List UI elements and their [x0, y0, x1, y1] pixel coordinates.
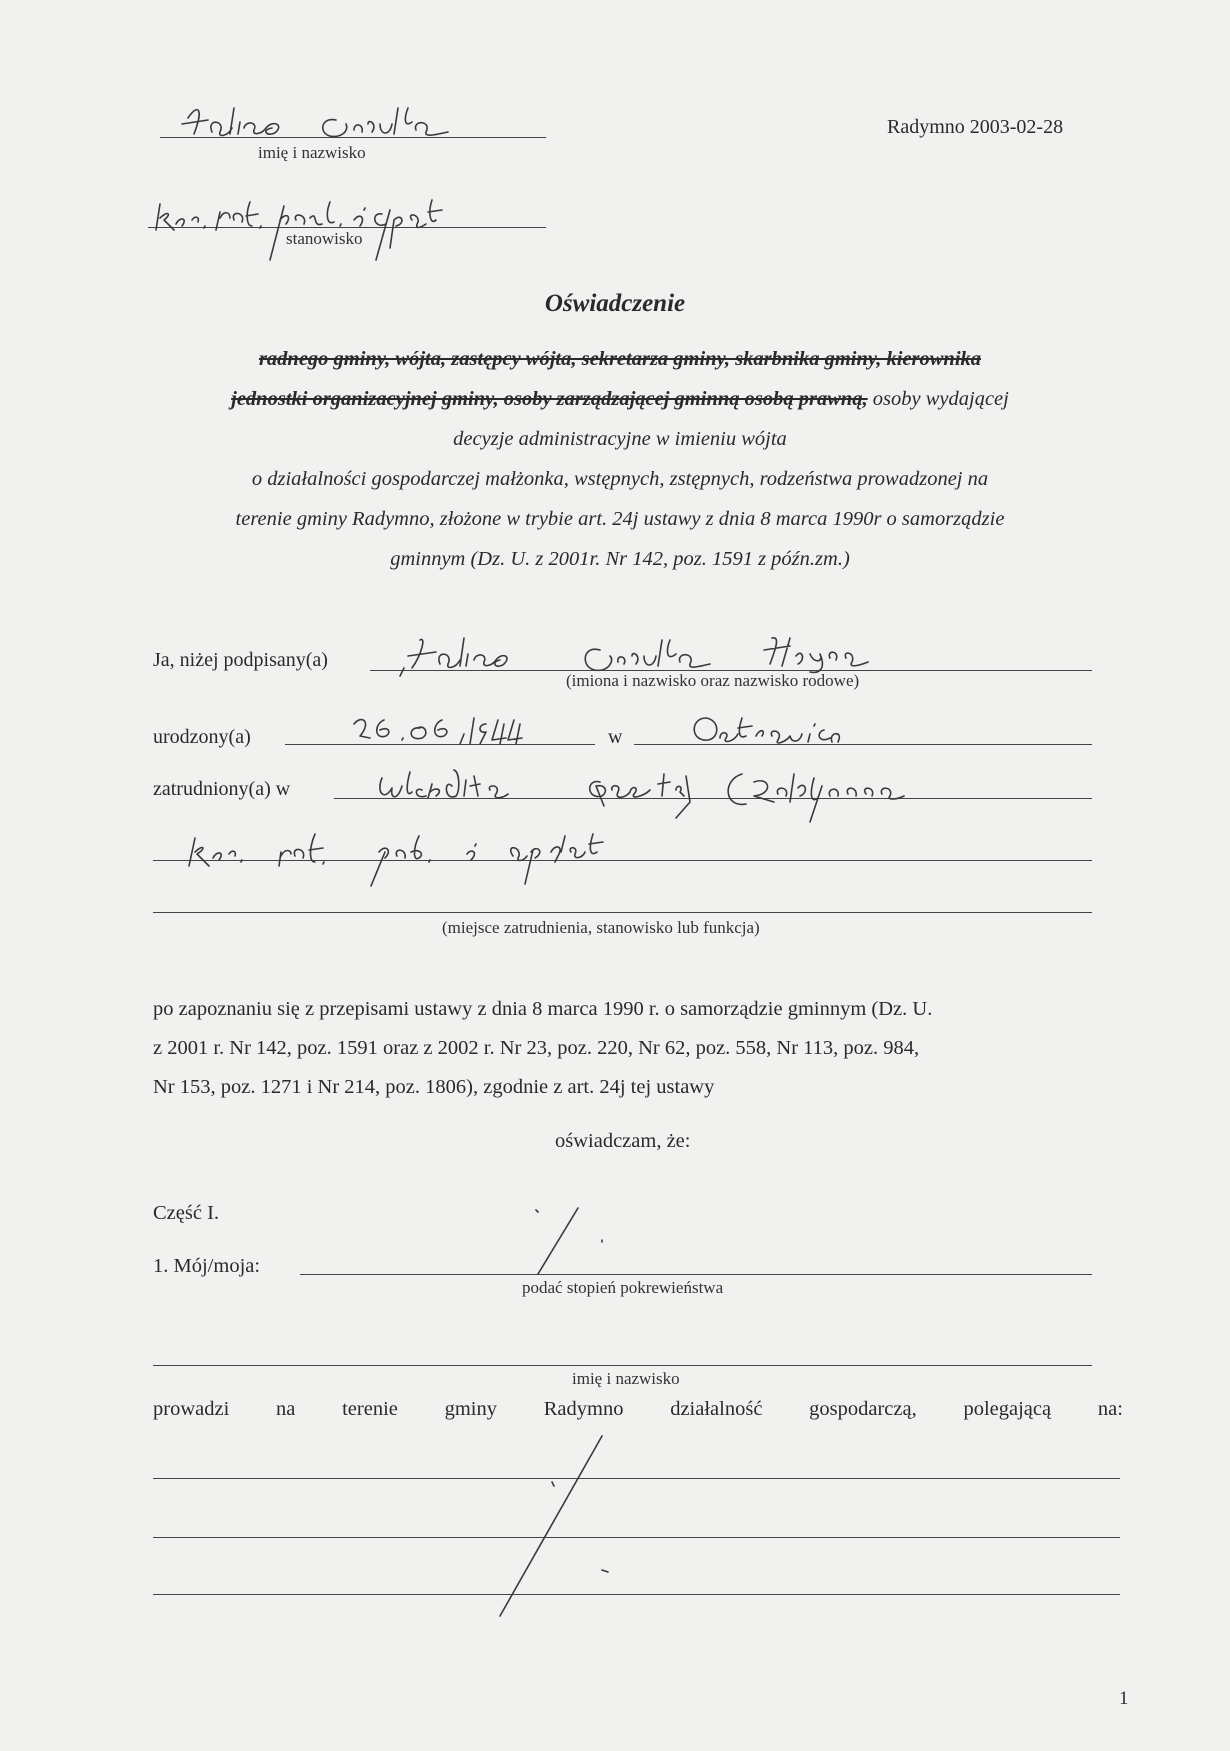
line-6: gminnym (Dz. U. z 2001r. Nr 142, poz. 1591 z późn.zm.) — [390, 548, 850, 570]
relation-caption: podać stopień pokrewieństwa — [522, 1278, 724, 1297]
activity-line-2 — [153, 1537, 1120, 1538]
handwritten-employer — [370, 762, 1070, 822]
handwritten-employer-position — [175, 822, 695, 892]
activity-word: Radymno — [543, 1398, 624, 1420]
signed-label: Ja, niżej podpisany(a) — [153, 649, 328, 671]
handwritten-birth-date — [350, 710, 590, 750]
line-5: terenie gminy Radymno, złożone w trybie art. 24j ustawy z dnia 8 marca 1990r o samorządzie — [235, 508, 1005, 530]
activity-word: gminy — [444, 1398, 498, 1420]
activity-line — [153, 1390, 1123, 1429]
activity-word: gospodarczą, — [809, 1398, 917, 1420]
para-line-2: z 2001 r. Nr 142, poz. 1591 oraz z 2002 r. Nr 23, poz. 220, Nr 62, poz. 558, Nr 113, poz. 984, — [153, 1037, 920, 1059]
page-number: 1 — [1119, 1688, 1129, 1709]
item-1-label: 1. Mój/moja: — [153, 1255, 261, 1277]
place-date: Radymno 2003-02-28 — [887, 116, 1064, 138]
activity-word: na: — [1097, 1398, 1123, 1420]
employed-line-3 — [153, 912, 1092, 913]
handwritten-position — [150, 190, 510, 260]
activity-line-1 — [153, 1478, 1120, 1479]
activity-line-3 — [153, 1594, 1120, 1595]
activity-word: prowadzi — [153, 1398, 230, 1420]
declaration-title: Oświadczenie — [544, 290, 686, 317]
line-4: o działalności gospodarczej małżonka, wstępnych, zstępnych, rodzeństwa prowadzonej na — [251, 468, 989, 490]
activity-word: na — [276, 1398, 296, 1420]
legal-basis-paragraph — [153, 990, 1113, 1107]
cross-out-stroke-1 — [530, 1200, 610, 1280]
activity-word: polegającą — [963, 1398, 1052, 1420]
born-label: urodzony(a) — [153, 726, 251, 748]
declaration-subject — [140, 339, 1100, 579]
cross-out-stroke-2 — [490, 1430, 630, 1620]
para-line-3: Nr 153, poz. 1271 i Nr 214, poz. 1806), zgodnie z art. 24j tej ustawy — [153, 1076, 715, 1098]
relation-line — [300, 1274, 1092, 1275]
handwritten-name-signature — [168, 98, 508, 148]
relative-name-caption: imię i nazwisko — [572, 1369, 680, 1388]
part-heading: Część I. — [153, 1202, 220, 1224]
struck-line-1: radnego gminy, wójta, zastępcy wójta, sekretarza gminy, skarbnika gminy, kierownika — [258, 348, 982, 370]
relative-name-line — [153, 1365, 1092, 1366]
signed-caption: (imiona i nazwisko oraz nazwisko rodowe) — [566, 671, 860, 690]
employed-label: zatrudniony(a) w — [153, 778, 291, 800]
line-2-rest: osoby wydającej — [867, 388, 1009, 410]
para-line-1: po zapoznaniu się z przepisami ustawy z dnia 8 marca 1990 r. o samorządzie gminnym (Dz. U. — [153, 998, 933, 1020]
name-caption: imię i nazwisko — [258, 143, 366, 162]
line-3: decyzje administracyjne w imieniu wójta — [453, 428, 787, 450]
position-caption: stanowisko — [286, 229, 363, 248]
activity-word: terenie — [342, 1398, 398, 1420]
born-in-label: w — [608, 726, 623, 748]
declare-text: oświadczam, że: — [555, 1130, 691, 1152]
handwritten-birth-place — [690, 708, 930, 748]
struck-line-2: jednostki organizacyjnej gminy, osoby zarządzającej gminną osobą prawną, — [231, 388, 868, 410]
employed-caption: (miejsce zatrudnienia, stanowisko lub funkcja) — [442, 918, 760, 937]
activity-word: działalność — [670, 1398, 763, 1420]
